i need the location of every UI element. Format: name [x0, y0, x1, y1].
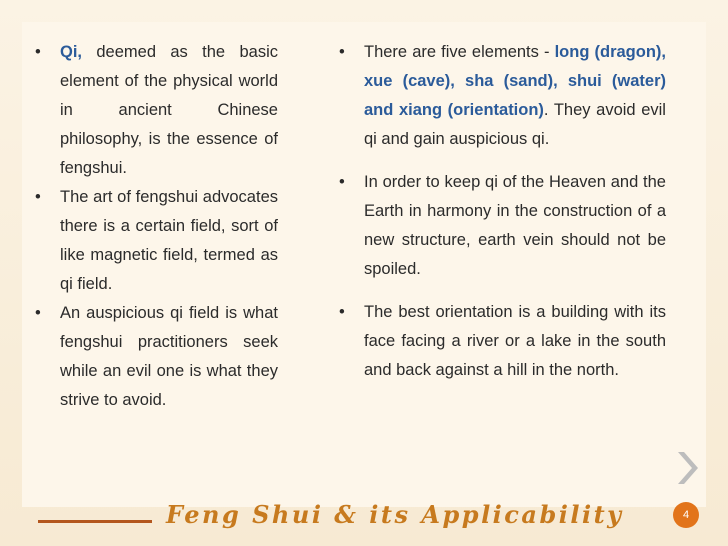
bullet-text: . They avoid evil qi and gain auspicious qi. [364, 101, 666, 148]
bullet-marker: • [339, 303, 345, 321]
bullet-marker: • [35, 188, 41, 206]
bullet-keyword: Qi, [60, 43, 83, 61]
bullet-text: In order to keep qi of the Heaven and the Earth in harmony in the construction of a new structure, earth vein should not be spoiled. [364, 173, 666, 278]
right-column [336, 38, 666, 399]
footer-rule [38, 520, 152, 523]
bullet-marker: • [339, 173, 345, 191]
chevron-right-icon[interactable] [672, 448, 700, 488]
bullet-item [32, 299, 278, 415]
bullet-marker: • [35, 304, 41, 322]
bullet-text: There are five elements - [364, 43, 555, 61]
footer-title: Feng Shui & its Applicability [166, 500, 624, 529]
bullet-text: The best orientation is a building with its face facing a river or a lake in the south and back against a hill in the north. [364, 303, 666, 379]
bullet-item [336, 38, 666, 154]
bullet-item [336, 168, 666, 284]
left-bullet-list [32, 38, 278, 415]
page-number-badge: 4 [673, 502, 699, 528]
bullet-item [32, 183, 278, 299]
bullet-text: An auspicious qi field is what fengshui practitioners seek while an evil one is what they strive to avoid. [60, 304, 278, 409]
bullet-text: The art of fengshui advocates there is a certain field, sort of like magnetic field, termed as qi field. [60, 188, 278, 293]
bullet-item [336, 298, 666, 385]
bullet-text: deemed as the basic element of the physical world in ancient Chinese philosophy, is the essence of fengshui. [60, 43, 278, 177]
right-bullet-list [336, 38, 666, 385]
bullet-marker: • [35, 43, 41, 61]
bullet-marker: • [339, 43, 345, 61]
bullet-keyword: long (dragon), xue (cave), sha (sand), shui (water) and xiang (orientation) [364, 43, 666, 119]
chevron-right-icon-svg [672, 448, 700, 488]
left-column [32, 38, 278, 415]
bullet-item [32, 38, 278, 183]
